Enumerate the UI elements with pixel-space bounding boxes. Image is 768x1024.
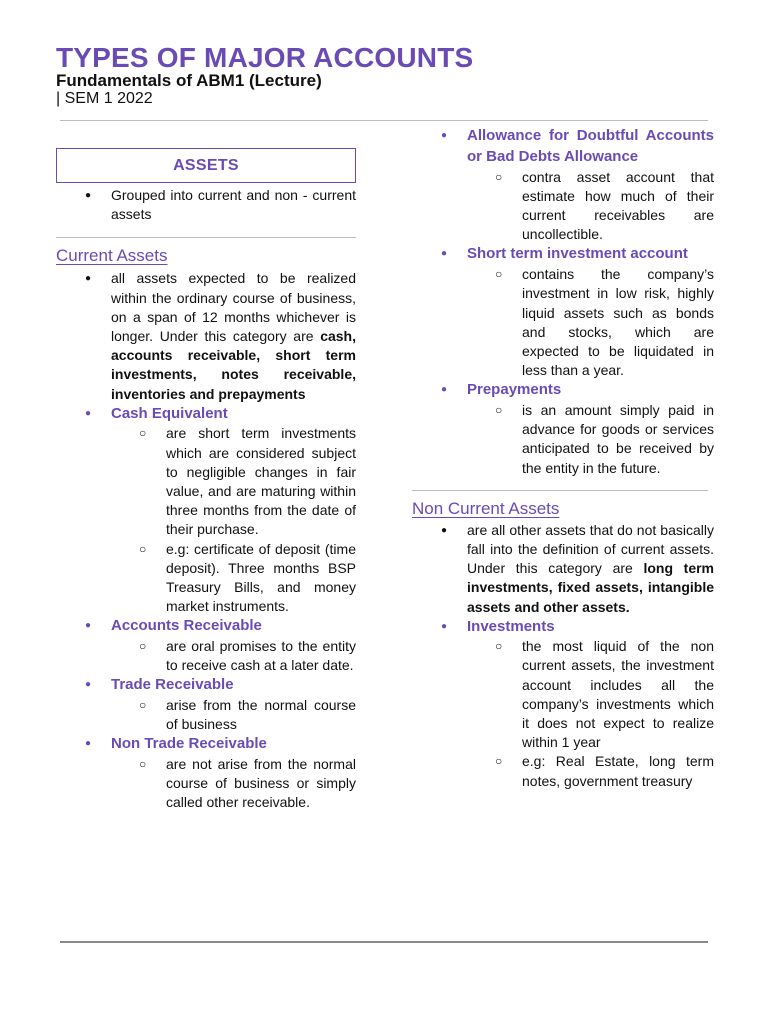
- non-trade-receivable-heading: ● Non Trade Receivable: [56, 734, 356, 755]
- current-assets-definition: ● all assets expected to be realized within the ordinary course of business, on a span of 12 months whichever is longer. Under this category are cash, accounts receivable, short term investments, notes receivable, inventories and prepayments: [56, 269, 356, 403]
- current-assets-title: Current Assets: [56, 246, 168, 266]
- prepayments-item: ○ is an amount simply paid in advance for goods or services anticipated to be received by the entity in the future.: [412, 401, 714, 478]
- trade-receivable-heading: ● Trade Receivable: [56, 675, 356, 696]
- prepayments-heading: ● Prepayments: [412, 380, 714, 401]
- investments-example: ○ e.g: Real Estate, long term notes, government treasury: [412, 752, 714, 790]
- assets-heading: ASSETS: [173, 156, 239, 174]
- cash-equivalent-heading: ● Cash Equivalent: [56, 404, 356, 425]
- non-current-assets-definition: ● are all other assets that do not basically fall into the definition of current assets. Under this category are long term investments, fixed assets, intangible assets and other assets.: [412, 521, 714, 617]
- page-subtitle: Fundamentals of ABM1 (Lecture): [56, 71, 322, 90]
- investments-heading: ● Investments: [412, 617, 714, 638]
- non-trade-receivable-item: ○ are not arise from the normal course of business or simply called other receivable.: [56, 755, 356, 813]
- header-divider: [60, 120, 708, 121]
- accounts-receivable-item: ○ are oral promises to the entity to receive cash at a later date.: [56, 637, 356, 675]
- right-column: [412, 126, 714, 791]
- accounts-receivable-heading: ● Accounts Receivable: [56, 616, 356, 637]
- investments-item: ○ the most liquid of the non current assets, the investment account includes all the company’s investments which it does not expect to realize within 1 year: [412, 637, 714, 752]
- non-current-assets-title: Non Current Assets: [412, 498, 560, 518]
- cash-equivalent-example: ○ e.g: certificate of deposit (time deposit). Three months BSP Treasury Bills, and money market instruments.: [56, 540, 356, 617]
- footer-divider: [60, 941, 708, 943]
- page-title: TYPES OF MAJOR ACCOUNTS: [56, 42, 474, 73]
- short-term-investment-item: ○ contains the company’s investment in low risk, highly liquid assets such as bonds and stocks, which are expected to be liquidated in less than a year.: [412, 265, 714, 380]
- section-divider: [56, 237, 356, 238]
- allowance-item: ○ contra asset account that estimate how much of their current receivables are uncollectible.: [412, 168, 714, 245]
- allowance-heading: ● Allowance for Doubtful Accounts or Bad Debts Allowance: [412, 126, 714, 168]
- current-assets-categories: cash, accounts receivable, short term investments, notes receivable, inventories and prepayments: [111, 328, 356, 402]
- section-divider: [412, 490, 708, 491]
- assets-heading-box: [56, 148, 356, 183]
- short-term-investment-heading: ● Short term investment account: [412, 244, 714, 265]
- cash-equivalent-item: ○ are short term investments which are considered subject to negligible changes in fair value, and are maturing within three months from the date of their purchase.: [56, 424, 356, 539]
- assets-note: ● Grouped into current and non - current assets: [56, 186, 356, 224]
- left-column: [56, 148, 356, 812]
- semester-label: | SEM 1 2022: [56, 90, 153, 107]
- non-current-assets-categories: long term investments, fixed assets, intangible assets and other assets.: [467, 560, 715, 615]
- trade-receivable-item: ○ arise from the normal course of business: [56, 696, 356, 734]
